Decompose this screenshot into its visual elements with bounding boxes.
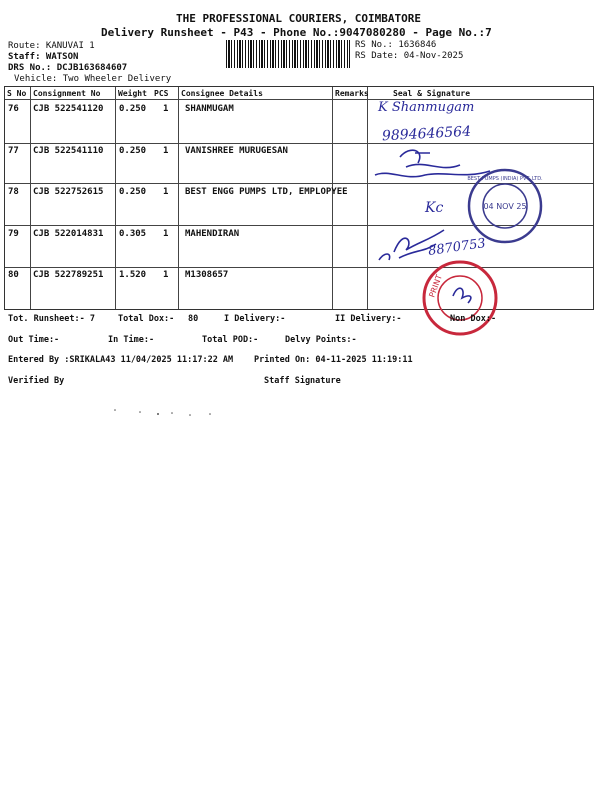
row-consignment: CJB 522789251	[33, 270, 104, 280]
i-delivery: I Delivery:-	[224, 314, 286, 324]
rs-date: RS Date: 04-Nov-2025	[355, 51, 464, 61]
tot-runsheet: Tot. Runsheet:- 7	[8, 314, 95, 324]
route-label: Route: KANUVAI 1	[8, 41, 95, 51]
row-pcs: 1	[163, 104, 169, 114]
row-weight: 0.250	[119, 146, 147, 156]
row-consignee: M1308657	[185, 270, 229, 280]
scan-noise	[110, 405, 240, 420]
row-sno: 77	[8, 146, 19, 156]
total-dox-value: 80	[188, 314, 199, 324]
col-weight: Weight	[118, 89, 147, 98]
staff-label: Staff: WATSON	[8, 52, 79, 62]
row-consignee: BEST ENGG PUMPS LTD, EMPLOPYEE	[185, 187, 348, 197]
row-pcs: 1	[163, 229, 169, 239]
row-consignment: CJB 522541120	[33, 104, 104, 114]
runsheet-subtitle: Delivery Runsheet - P43 - Phone No.:9047080280 - Page No.:7	[101, 26, 492, 39]
row-sno: 76	[8, 104, 19, 114]
col-seal-signature: Seal & Signature	[393, 89, 471, 98]
row-consignment: CJB 522752615	[33, 187, 104, 197]
barcode-image	[226, 40, 350, 68]
rs-number: RS No.: 1636846	[355, 40, 437, 50]
entered-by: Entered By :SRIKALA43 11/04/2025 11:17:22 AM	[8, 355, 234, 365]
verified-by: Verified By	[8, 376, 65, 386]
row-weight: 1.520	[119, 270, 147, 280]
col-consignment: Consignment No	[33, 89, 101, 98]
row-pcs: 1	[163, 270, 169, 280]
drs-number: DRS No.: DCJB163684607	[8, 63, 128, 73]
row-sno: 80	[8, 270, 19, 280]
row-pcs: 1	[163, 187, 169, 197]
vehicle-label: Vehicle: Two Wheeler Delivery	[14, 74, 172, 84]
total-dox-label: Total Dox:-	[118, 314, 175, 324]
row-weight: 0.250	[119, 187, 147, 197]
row-consignee: VANISHREE MURUGESAN	[185, 146, 288, 156]
delvy-points: Delvy Points:-	[285, 335, 357, 345]
svg-text:04 NOV 25: 04 NOV 25	[483, 202, 527, 211]
handwritten-signature-3: Kc	[425, 200, 444, 216]
row-pcs: 1	[163, 146, 169, 156]
row-sno: 79	[8, 229, 19, 239]
handwritten-signature-1: K Shanmugam	[378, 100, 475, 115]
out-time: Out Time:-	[8, 335, 60, 345]
handwritten-phone-4: 8870753	[427, 236, 487, 259]
printed-on: Printed On: 04-11-2025 11:19:11	[254, 355, 413, 365]
col-pcs: PCS	[154, 89, 169, 98]
col-consignee: Consignee Details	[181, 89, 263, 98]
company-title: THE PROFESSIONAL COURIERS, COIMBATORE	[176, 12, 422, 25]
col-sno: S No	[7, 89, 27, 98]
handwritten-phone-1: 9894646564	[381, 123, 472, 145]
col-remarks: Remarks	[335, 89, 369, 98]
svg-text:PRINT: PRINT	[427, 273, 444, 299]
row-weight: 0.305	[119, 229, 147, 239]
total-pod: Total POD:-	[202, 335, 259, 345]
receiver-seal-stamp	[418, 258, 502, 338]
svg-text:BEST PUMPS (INDIA) PVT. LTD.: BEST PUMPS (INDIA) PVT. LTD.	[467, 176, 543, 182]
row-consignment: CJB 522541110	[33, 146, 104, 156]
staff-signature: Staff Signature	[264, 376, 341, 386]
ii-delivery: II Delivery:-	[335, 314, 402, 324]
row-weight: 0.250	[119, 104, 147, 114]
row-consignee: SHANMUGAM	[185, 104, 234, 114]
non-dox: Non Dox:-	[450, 314, 497, 324]
row-sno: 78	[8, 187, 19, 197]
row-consignment: CJB 522014831	[33, 229, 104, 239]
company-seal-stamp	[465, 166, 545, 246]
in-time: In Time:-	[108, 335, 155, 345]
row-consignee: MAHENDIRAN	[185, 229, 240, 239]
